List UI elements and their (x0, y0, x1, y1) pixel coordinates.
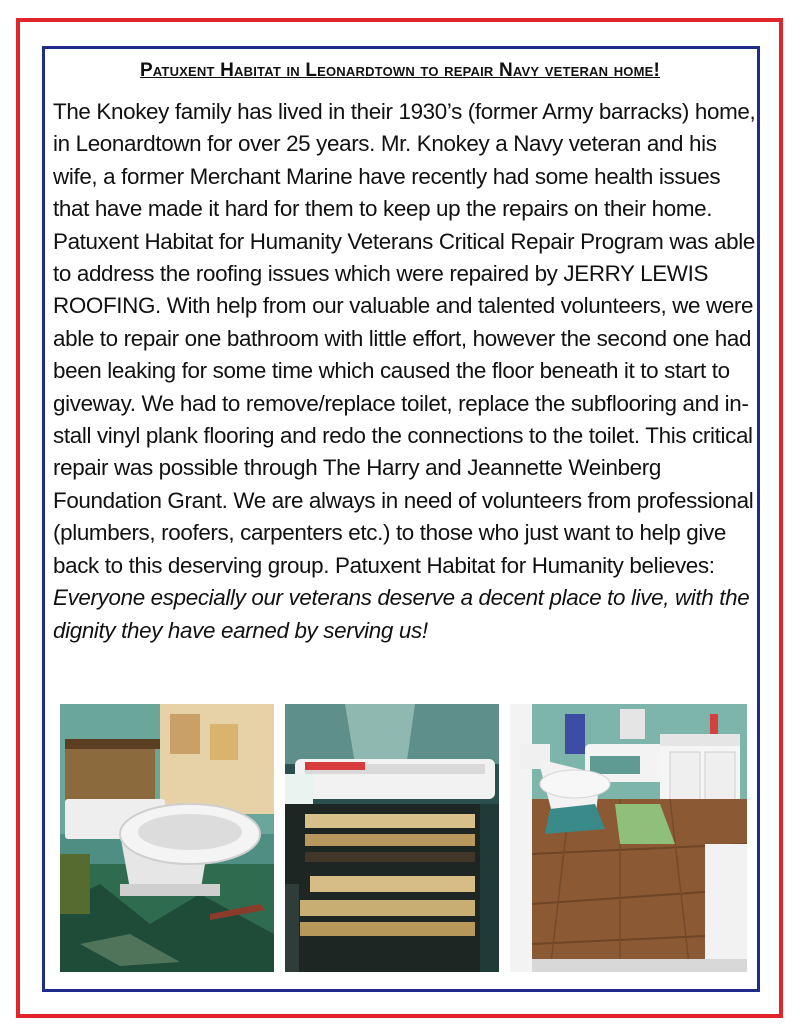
article-text: The Knokey family has lived in their 1930’s (former Army barracks) home, in Leonardtown for over 25 years. Mr. Knokey a Navy veteran and his wife, a former Merchant Marine have recently had some health issues that have made it hard for them to keep up the repairs on their home. Patuxent Habitat for Humanity Veterans Critical Repair Program was able to address the roofing issues which were repaired by JERRY LEWIS ROOFING. With help from our valuable and talented volunteers, we were able to repair one bathroom with little effort, however the second one had been leaking for some time which caused the floor beneath it to start to giveway. We had to remove/replace toilet, replace the subflooring and in-stall vinyl plank flooring and redo the connections to the toilet. This critical repair was possible through The Harry and Jeannette Weinberg Foundation Grant. We are always in need of volunteers from professional (plumbers, roofers, carpenters etc.) to those who just want to help give back to this deserving group. Patuxent Habitat for Humanity believes: (53, 99, 756, 578)
closing-quote: Everyone especially our veterans deserve a decent place to live, with the dignity they have earned by serving us! (53, 585, 750, 643)
article-body (53, 96, 758, 647)
photo-finished-bathroom (510, 704, 747, 972)
page-title: Patuxent Habitat in Leonardtown to repair Navy veteran home! (139, 60, 661, 81)
photo-old-toilet (60, 704, 274, 972)
photo-subfloor (285, 704, 499, 972)
